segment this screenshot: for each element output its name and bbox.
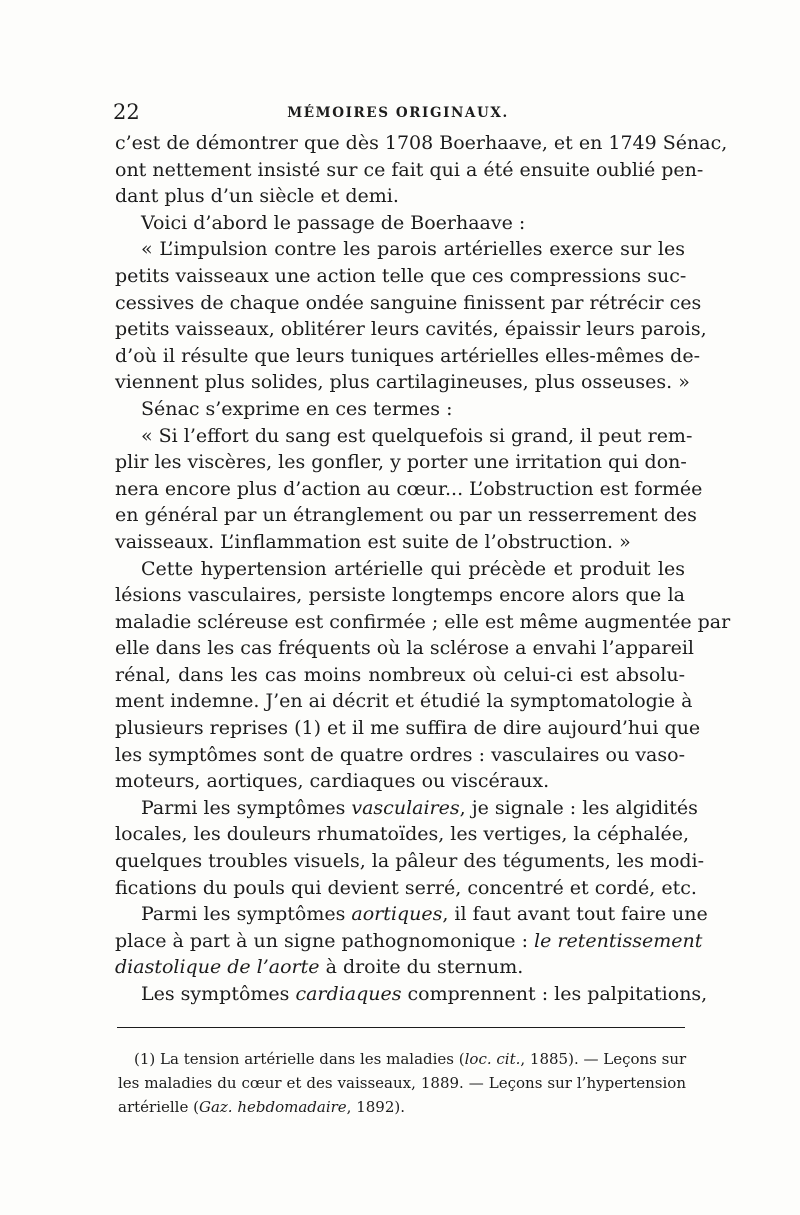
- text-line: cessives de chaque ondée sanguine finissent par rétrécir ces: [115, 291, 702, 314]
- text-line: petits vaisseaux, oblitérer leurs cavités, épaissir leurs parois,: [115, 318, 707, 341]
- italic-term: loc. cit.: [464, 1050, 521, 1068]
- text-line: plusieurs reprises (1) et il me suffira de dire aujourd’hui que: [115, 717, 701, 740]
- italic-term: cardiaques: [295, 983, 402, 1005]
- text-line: rénal, dans les cas moins nombreux où celui-ci est absolu-: [115, 663, 685, 686]
- text-run: artérielle (: [118, 1098, 199, 1116]
- text-line: fications du pouls qui devient serré, concentré et cordé, etc.: [115, 876, 697, 899]
- text-run: Parmi les symptômes: [141, 903, 352, 926]
- text-run: à droite du sternum.: [319, 956, 524, 979]
- text-line: c’est de démontrer que dès 1708 Boerhaave, et en 1749 Sénac,: [115, 132, 728, 154]
- text-run: les maladies du cœur et des vaisseaux, 1889. — Leçons sur l’hypertension: [118, 1074, 686, 1092]
- text-line: dant plus d’un siècle et demi.: [115, 185, 399, 208]
- text-run: , 1892).: [346, 1098, 406, 1116]
- footnote-line: [118, 1047, 686, 1071]
- text-line: petits vaisseaux une action telle que ces compressions suc-: [115, 264, 687, 287]
- text-run: place à part à un signe pathognomonique :: [115, 929, 535, 952]
- text-line: quelques troubles visuels, la pâleur des téguments, les modi-: [115, 850, 705, 873]
- text-run: , il faut avant tout faire une: [442, 903, 708, 926]
- text-run: , je signale : les algidités: [459, 796, 698, 819]
- italic-term: Gaz. hebdomadaire: [198, 1098, 347, 1116]
- text-line: Cette hypertension artérielle qui précède et produit les: [141, 557, 685, 580]
- italic-term: aortiques: [351, 903, 443, 926]
- body-text: [115, 130, 731, 1008]
- text-line: Sénac s’exprime en ces termes :: [141, 397, 453, 420]
- text-run: (1) La tension artérielle dans les maladies (: [134, 1050, 465, 1068]
- text-line: ment indemne. J’en ai décrit et étudié la symptomatologie à: [115, 690, 693, 713]
- footnote-line: [118, 1071, 686, 1095]
- italic-term: vasculaires: [351, 796, 460, 819]
- text-line: nera encore plus d’action au cœur... L’obstruction est formée: [115, 477, 703, 500]
- text-line: locales, les douleurs rhumatoïdes, les vertiges, la céphalée,: [115, 823, 690, 846]
- footnotes: [118, 1047, 686, 1119]
- text-run: comprennent : les palpitations,: [401, 983, 708, 1005]
- text-line: viennent plus solides, plus cartilagineuses, plus osseuses. »: [115, 371, 690, 394]
- text-run: Les symptômes: [141, 983, 296, 1005]
- page-header: [113, 98, 683, 128]
- footnote-line: [118, 1095, 686, 1119]
- text-line: [115, 901, 708, 928]
- text-line: en général par un étranglement ou par un resserrement des: [115, 504, 697, 527]
- page-number: 22: [113, 100, 140, 124]
- text-line: Voici d’abord le passage de Boerhaave :: [141, 211, 526, 234]
- text-line: maladie scléreuse est confirmée ; elle est même augmentée par: [115, 610, 731, 633]
- text-line: ont nettement insisté sur ce fait qui a été ensuite oublié pen-: [115, 158, 704, 181]
- text-line: [115, 954, 685, 981]
- text-line: « Si l’effort du sang est quelquefois si grand, il peut rem-: [141, 424, 693, 447]
- italic-term: le retentissement: [534, 929, 703, 952]
- text-line: moteurs, aortiques, cardiaques ou viscéraux.: [115, 770, 550, 793]
- text-line: d’où il résulte que leurs tuniques artérielles elles-mêmes de-: [115, 344, 700, 367]
- text-run: , 1885). — Leçons sur: [520, 1050, 687, 1068]
- footnote-divider: [117, 1027, 685, 1028]
- text-line: [115, 981, 708, 1008]
- running-head: MÉMOIRES ORIGINAUX.: [287, 105, 509, 121]
- text-line: « L’impulsion contre les parois artérielles exerce sur les: [141, 238, 685, 261]
- text-line: plir les viscères, les gonfler, y porter une irritation qui don-: [115, 451, 687, 474]
- text-line: elle dans les cas fréquents où la sclérose a envahi l’appareil: [115, 637, 694, 660]
- text-line: vaisseaux. L’inflammation est suite de l’obstruction. »: [115, 530, 631, 553]
- text-line: lésions vasculaires, persiste longtemps encore alors que la: [115, 584, 685, 607]
- italic-term: diastolique de l’aorte: [115, 956, 320, 979]
- text-run: Parmi les symptômes: [141, 796, 352, 819]
- text-line: [115, 928, 703, 955]
- text-line: [115, 795, 698, 822]
- text-line: les symptômes sont de quatre ordres : vasculaires ou vaso-: [115, 743, 685, 766]
